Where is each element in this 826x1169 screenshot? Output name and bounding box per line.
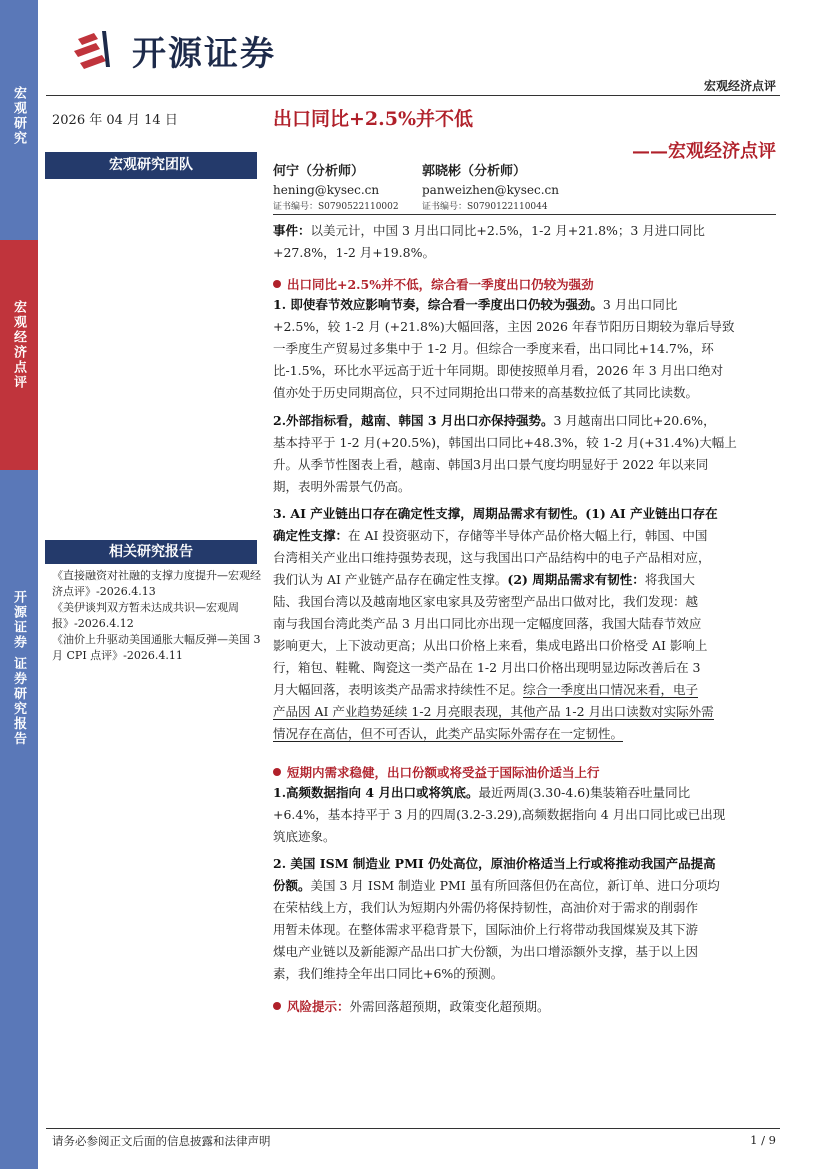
section-1-paragraph-1 bbox=[273, 294, 776, 404]
analyst-name: 郭晓彬（分析师） bbox=[422, 164, 527, 179]
team-label: 宏观研究团队 bbox=[45, 152, 257, 179]
text-line: 台湾相关产业出口维持强势表现，这与我国出口产品结构中的电子产品相对应， bbox=[273, 550, 711, 565]
section-2-paragraph-2 bbox=[273, 853, 776, 985]
related-report-link[interactable]: 《美伊谈判双方暂未达成共识—宏观周报》-2026.4.12 bbox=[52, 601, 239, 630]
text-line: 用暂未体现。在整体需求平稳背景下，国际油价上行将带动我国煤炭及其下游 bbox=[273, 922, 699, 937]
text-line: 升。从季节性图表上看，越南、韩国3月出口景气度均明显好于 2022 年以来同 bbox=[273, 457, 709, 472]
sidebar-label-brand: 开源证券 证券研究报告 bbox=[11, 590, 26, 747]
text-line: 行，箱包、鞋靴、陶瓷这一类产品在 1-2 月出口价格出现明显边际改善后在 3 bbox=[273, 660, 701, 675]
text-line: 煤电产业链以及新能源产品出口扩大份额，为出口增添额外支撑，基于以上因 bbox=[273, 944, 699, 959]
underlined-text: 综合一季度出口情况来看，电子 bbox=[523, 682, 699, 697]
underlined-text: 产品因 AI 产业趋势延续 1-2 月亮眼表现，其他产品 1-2 月出口读数对实际外需 bbox=[273, 704, 714, 719]
text-line: 3 月出口同比 bbox=[602, 297, 678, 312]
bullet-icon bbox=[273, 280, 281, 288]
analyst-cert: 证书编号：S0790522110002 bbox=[273, 202, 399, 212]
s2-p2-lead: 2. 美国 ISM 制造业 PMI 仍处高位，原油价格适当上行或将推动我国产品提高 bbox=[273, 856, 716, 871]
section-1-heading bbox=[273, 275, 594, 293]
analyst-email[interactable]: panweizhen@kysec.cn bbox=[422, 183, 559, 197]
section-2-heading bbox=[273, 763, 600, 781]
text-line: 美国 3 月 ISM 制造业 PMI 虽有所回落但仍在高位，新订单、进口分项均 bbox=[310, 878, 720, 893]
text-line: 最近两周(3.30-4.6)集装箱吞吐量同比 bbox=[478, 785, 691, 800]
text-line: 陆、我国台湾以及越南地区家电家具及劳密型产品出口做对比，我们发现：越 bbox=[273, 594, 699, 609]
analyst-email[interactable]: hening@kysec.cn bbox=[273, 183, 380, 197]
report-type-header: 宏观经济点评 bbox=[703, 79, 776, 93]
risk-label: 风险提示： bbox=[287, 999, 350, 1014]
text-line: 一季度生产贸易过多集中于 1-2 月。但综合一季度来看，出口同比+14.7%，环 bbox=[273, 341, 714, 356]
page-title: 出口同比+2.5%并不低 bbox=[273, 108, 474, 130]
text-line: 南与我国台湾此类产品 3 月出口同比亦出现一定幅度回落，我国大陆春节效应 bbox=[273, 616, 702, 631]
text-line: 基本持平于 1-2 月(+20.5%)，韩国出口同比+48.3%，较 1-2 月(+31.4%)大幅上 bbox=[273, 435, 737, 450]
analyst-1 bbox=[273, 165, 399, 214]
text-line: 素，我们维持全年出口同比+6%的预测。 bbox=[273, 966, 504, 981]
text-line: 将我国大 bbox=[644, 572, 695, 587]
p2-lead: 2.外部指标看，越南、韩国 3 月出口亦保持强势。 bbox=[273, 413, 554, 428]
text-line: 3 月越南出口同比+20.6%， bbox=[553, 413, 716, 428]
analyst-divider bbox=[273, 214, 776, 215]
section-2-heading-text: 短期内需求稳健，出口份额或将受益于国际油价适当上行 bbox=[287, 765, 600, 780]
text-line: +2.5%，较 1-2 月 (+21.8%)大幅回落，主因 2026 年春节阳历日期较为靠后导致 bbox=[273, 319, 735, 334]
sidebar-bar-bottom bbox=[0, 470, 38, 1169]
text-line: 我们认为 AI 产业链产品存在确定性支撑。 bbox=[273, 572, 508, 587]
sidebar-label-macro: 宏观研究 bbox=[11, 86, 26, 146]
section-1-paragraph-2 bbox=[273, 410, 776, 498]
event-line-1: 以美元计，中国 3 月出口同比+2.5%，1-2 月+21.8%；3 月进口同比 bbox=[310, 223, 705, 238]
p3-lead: 3. AI 产业链出口存在确定性支撑，周期品需求有韧性。(1) AI 产业链出口存在 bbox=[273, 506, 718, 521]
event-label: 事件： bbox=[273, 223, 311, 238]
event-paragraph bbox=[273, 220, 776, 264]
footer-divider bbox=[46, 1128, 780, 1129]
text-line: 在荣枯线上方，我们认为短期内外需仍将保持韧性，高油价对于需求的削弱作 bbox=[273, 900, 699, 915]
text-line: 值亦处于历史同期高位，只不过同期抢出口带来的高基数拉低了其同比读数。 bbox=[273, 385, 699, 400]
risk-text: 外需回落超预期，政策变化超预期。 bbox=[349, 999, 550, 1014]
section-1-paragraph-3 bbox=[273, 503, 776, 745]
section-2-paragraph-1 bbox=[273, 782, 776, 848]
bullet-icon bbox=[273, 1002, 281, 1010]
related-reports-title: 相关研究报告 bbox=[45, 540, 257, 564]
s2-p2-lead-2: 份额。 bbox=[273, 878, 311, 893]
text-line: 在 AI 投资驱动下，存储等半导体产品价格大幅上行，韩国、中国 bbox=[348, 528, 708, 543]
footer-disclaimer: 请务必参阅正文后面的信息披露和法律声明 bbox=[52, 1134, 271, 1148]
s2-p1-lead: 1.高频数据指向 4 月出口或将筑底。 bbox=[273, 785, 479, 800]
analyst-2 bbox=[422, 165, 559, 214]
bullet-icon bbox=[273, 768, 281, 776]
event-line-2: +27.8%，1-2 月+19.8%。 bbox=[273, 245, 435, 260]
page-number: 1 / 9 bbox=[750, 1133, 776, 1147]
text-line: 影响更大，上下波动更高；从出口价格上来看，集成电路出口价格受 AI 影响上 bbox=[273, 638, 708, 653]
brand-logo bbox=[72, 24, 276, 76]
related-report-link[interactable]: 《直接融资对社融的支撑力度提升—宏观经济点评》-2026.4.13 bbox=[52, 569, 261, 598]
p3-lead-2: 确定性支撑： bbox=[273, 528, 349, 543]
related-report-link[interactable]: 《油价上升驱动美国通胀大幅反弹—美国 3 月 CPI 点评》-2026.4.11 bbox=[52, 633, 261, 662]
text-line: 筑底迹象。 bbox=[273, 829, 336, 844]
text-line: 月大幅回落，表明该类产品需求持续性不足。 bbox=[273, 682, 524, 697]
related-reports-list bbox=[52, 568, 262, 664]
p3-cyclical-lead: (2) 周期品需求有韧性： bbox=[507, 572, 645, 587]
risk-warning bbox=[273, 996, 776, 1018]
sidebar-label-report-type: 宏观经济点评 bbox=[11, 300, 26, 390]
text-line: 期，表明外需景气仍高。 bbox=[273, 479, 411, 494]
page-subtitle: ——宏观经济点评 bbox=[632, 141, 776, 162]
p1-lead: 1. 即使春节效应影响节奏，综合看一季度出口仍较为强劲。 bbox=[273, 297, 603, 312]
logo-icon bbox=[72, 27, 122, 73]
section-1-heading-text: 出口同比+2.5%并不低，综合看一季度出口仍较为强劲 bbox=[287, 277, 594, 292]
underlined-text: 情况存在高估，但不可否认，此类产品实际外需存在一定韧性。 bbox=[273, 726, 624, 741]
analyst-name: 何宁（分析师） bbox=[273, 164, 365, 179]
text-line: 比-1.5%，环比水平远高于近十年同期。即使按照单月看，2026 年 3 月出口绝对 bbox=[273, 363, 724, 378]
report-date: 2026 年 04 月 14 日 bbox=[52, 113, 178, 128]
header-divider bbox=[46, 95, 780, 96]
text-line: +6.4%，基本持平于 3 月的四周(3.2-3.29),高频数据指向 4 月出口同比或已出现 bbox=[273, 807, 726, 822]
analyst-cert: 证书编号：S0790122110044 bbox=[422, 202, 548, 212]
brand-name: 开源证券 bbox=[132, 33, 276, 74]
